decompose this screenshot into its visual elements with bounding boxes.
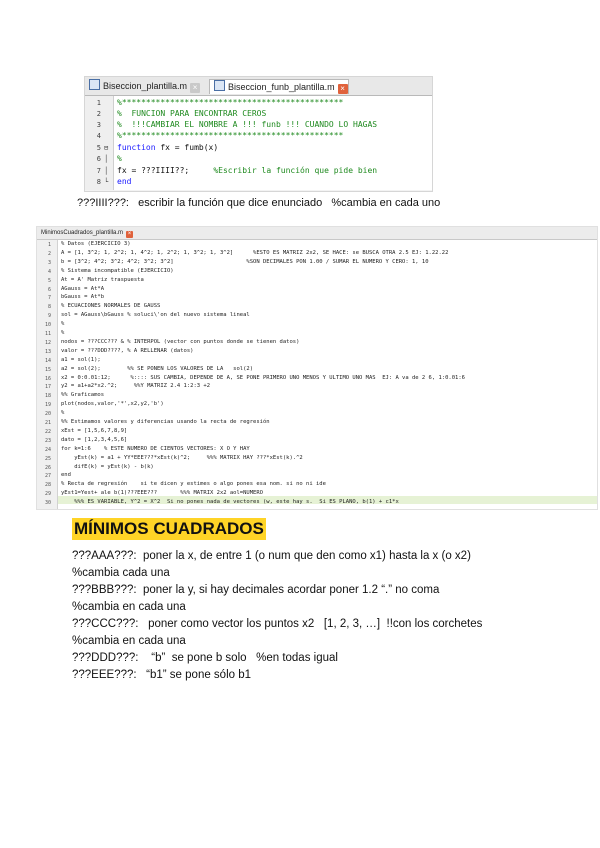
line-number: 8 <box>96 178 101 186</box>
line-number: 6 <box>47 286 51 293</box>
line-number: 7 <box>47 295 51 302</box>
line-number: 27 <box>44 473 51 480</box>
line-number: 13 <box>44 348 51 355</box>
line-number: 20 <box>44 411 51 418</box>
line-number: 2 <box>47 250 51 257</box>
code-line: dato = [1,2,3,4,5,6] <box>61 436 128 443</box>
code-line: % <box>61 330 65 336</box>
code-line: % ECUACIONES NORMALES DE GAUSS <box>61 303 161 310</box>
line-number: 1 <box>47 242 51 248</box>
editor-tab-bar <box>85 77 432 96</box>
code-line: % Datos (EJERCICIO 3) <box>61 241 131 247</box>
code-line <box>117 177 131 186</box>
line-number: 3 <box>96 121 101 129</box>
code-line: end <box>61 472 71 479</box>
line-number: 17 <box>44 384 51 391</box>
code-line: xEst = [1,5,6,7,8,9] <box>61 427 128 434</box>
line-number-gutter <box>85 96 114 190</box>
editor-tab-bar <box>37 227 597 240</box>
line-number: 19 <box>44 402 51 409</box>
code-line: difE(k) = yEst(k) - b(k) <box>61 463 154 470</box>
code-line: valor = ???DDD????, % A RELLENAR (datos) <box>61 347 194 354</box>
note-line: %cambia en cada una <box>72 635 186 647</box>
code-line: nodos = ???CCC??? & % INTERPOL (vector con puntos donde se tienen datos) <box>61 338 300 345</box>
file-icon <box>214 80 225 91</box>
keyword: end <box>117 177 132 186</box>
line-number: 4 <box>47 268 51 275</box>
code-line: b = [3^2; 4^2; 3^2; 4^2; 3^2; 3^2] %SON DECIMALES PON 1.00 / SUMAR EL NUMERO Y CERO: 1, 10 <box>61 258 429 265</box>
line-number: 18 <box>44 393 51 400</box>
code-line: y2 = a1+a2*x2.^2; %%Y MATRIZ 2.4 1:2:3 +2 <box>61 383 211 390</box>
code-line: % <box>61 321 65 328</box>
code-line: AGauss = At*A <box>61 285 105 292</box>
line-number: 1 <box>96 99 101 107</box>
code-line: a2 = sol(2); %% SE PONEN LOS VALORES DE LA sol(2) <box>61 365 254 372</box>
line-number-gutter <box>37 240 58 509</box>
code-line: %% Graficamos <box>61 392 105 399</box>
code-line: % !!!CAMBIAR EL NOMBRE A !!! funb !!! CUANDO LO HAGAS <box>117 120 378 129</box>
note-line: %cambia cada una <box>72 567 170 579</box>
fold-line-icon: │ <box>104 167 109 175</box>
close-icon[interactable]: × <box>190 83 200 93</box>
line-number: 2 <box>96 110 101 118</box>
keyword: function <box>117 143 156 152</box>
tab-minimos-cuadrados[interactable] <box>37 228 147 239</box>
code-line: At = A' Matriz traspuesta <box>61 276 144 283</box>
fold-end-icon: └ <box>104 178 109 186</box>
line-number: 26 <box>44 464 51 471</box>
tab-biseccion-funb-plantilla[interactable] <box>209 79 349 94</box>
close-icon[interactable]: × <box>127 231 132 237</box>
note-line: %cambia en cada una <box>72 601 186 613</box>
code-line: plot(nodos,valor,'*',x2,y2,'b') <box>61 401 164 408</box>
caption-1: ???IIII???: escribir la función que dice enunciado %cambia en cada uno <box>77 197 441 209</box>
code-line: A = [1, 3^2; 1, 2^2; 1, 4^2; 1, 2^2; 1, 3^2; 1, 3^2] %ESTO ES MATRIZ 2x2, SE HACE: se BUSCA OTRA 2.5 EJ: 1.22.22 <box>61 249 449 256</box>
line-number: 4 <box>96 132 101 140</box>
tab-label: Biseccion_plantilla.m <box>103 81 188 91</box>
close-icon[interactable]: × <box>338 84 348 94</box>
note-line: ???BBB???: poner la y, si hay decimales acordar poner 1.2 “.” no coma <box>72 584 440 596</box>
line-number: 30 <box>44 500 51 507</box>
code-line: % Sistema incompatible (EJERCICIO) <box>61 267 174 274</box>
line-number: 5 <box>96 144 101 152</box>
code-line <box>117 143 218 152</box>
note-line: ???CCC???: poner como vector los puntos x2 [1, 2, 3, …] !!con los corchetes <box>72 618 483 630</box>
line-number: 6 <box>96 155 101 163</box>
code-line: bGauss = At*b <box>61 294 105 301</box>
line-number: 21 <box>44 420 51 426</box>
line-number: 22 <box>44 428 51 435</box>
line-number: 14 <box>44 357 51 364</box>
code-line: yEst1=Yest+ ale b(1)???EEE??? %%% MATRIX 2x2 aol=NUMERO <box>61 490 263 497</box>
line-number: 3 <box>47 259 51 266</box>
line-number: 29 <box>44 491 51 498</box>
code-line: a1 = sol(1); <box>61 356 101 363</box>
tab-label: MinimosCuadrados_plantilla.m <box>41 230 124 236</box>
note-line: ???EEE???: “b1” se pone sólo b1 <box>72 669 252 681</box>
code-comment: %Escribir la función que pide bien <box>189 166 378 175</box>
code-line: % FUNCION PARA ENCONTRAR CEROS <box>117 109 267 118</box>
line-number: 12 <box>44 339 51 346</box>
file-icon <box>89 79 100 90</box>
line-number: 5 <box>47 277 51 284</box>
editor-screenshot-1 <box>84 76 433 192</box>
code-line <box>117 166 377 175</box>
line-number: 25 <box>44 455 51 462</box>
code-line: yEst(k) = a1 + YY*EEE???*xEst(k)^2; %%% MATRIX HAY ???*xEst(k).^2 <box>61 454 303 461</box>
line-number: 16 <box>44 375 51 382</box>
note-line: ???AAA???: poner la x, de entre 1 (o num que den como x1) hasta la x (o x2) <box>72 550 471 562</box>
code-line: %********************************************** <box>117 131 344 140</box>
line-number: 7 <box>96 167 101 175</box>
line-number: 8 <box>47 304 51 311</box>
line-number: 9 <box>47 313 51 320</box>
code-area[interactable] <box>114 96 432 190</box>
code-line: x2 = 0:0.01:12; %:::: SUS CAMBIA, DEPENDE DE A, SE PONE PRIMERO UNO MENOS Y ULTIMO UNO MAS EJ: A va de 2 6, 1:0.01:6 <box>61 374 465 381</box>
tab-label: Biseccion_funb_plantilla.m <box>228 82 335 92</box>
note-line: ???DDD???: “b” se pone b solo %en todas igual <box>72 652 338 664</box>
code-line: sol = AGauss\bGauss % soluci\'on del nuevo sistema lineal <box>61 312 250 319</box>
fold-icon[interactable]: ⊟ <box>104 144 109 152</box>
code-line: %%% ES VARIABLE, Y^2 = X^2 Si no pones nada de vectores (w, este hay s. Si ES PLANO, b(1) + c1*x <box>61 499 399 506</box>
code-line: for k=1:6 % ESTE NUMERO DE CIENTOS VECTORES: X O Y HAY <box>61 445 250 452</box>
section-heading: MÍNIMOS CUADRADOS <box>74 519 264 538</box>
tab-biseccion-plantilla[interactable] <box>85 79 207 94</box>
editor-screenshot-2 <box>36 226 598 510</box>
code-line: %********************************************** <box>117 98 344 107</box>
line-number: 15 <box>44 366 51 373</box>
line-number: 11 <box>44 331 51 337</box>
code-text: fx = fumb(x) <box>155 143 219 152</box>
line-number: 10 <box>44 322 51 329</box>
line-number: 24 <box>44 446 51 453</box>
code-line: % <box>61 410 65 417</box>
fold-line-icon: │ <box>104 155 109 163</box>
line-number: 23 <box>44 437 51 444</box>
code-line: % Recta de regresión si te dicen y estimes o algo pones esa nom. si no ni ide <box>61 481 326 488</box>
code-line: %% Estimamos valores y diferencias usando la recta de regresión <box>61 419 270 425</box>
line-number: 28 <box>44 482 51 489</box>
code-text: fx = ???IIII??; <box>117 166 190 175</box>
code-line: % <box>117 154 122 163</box>
